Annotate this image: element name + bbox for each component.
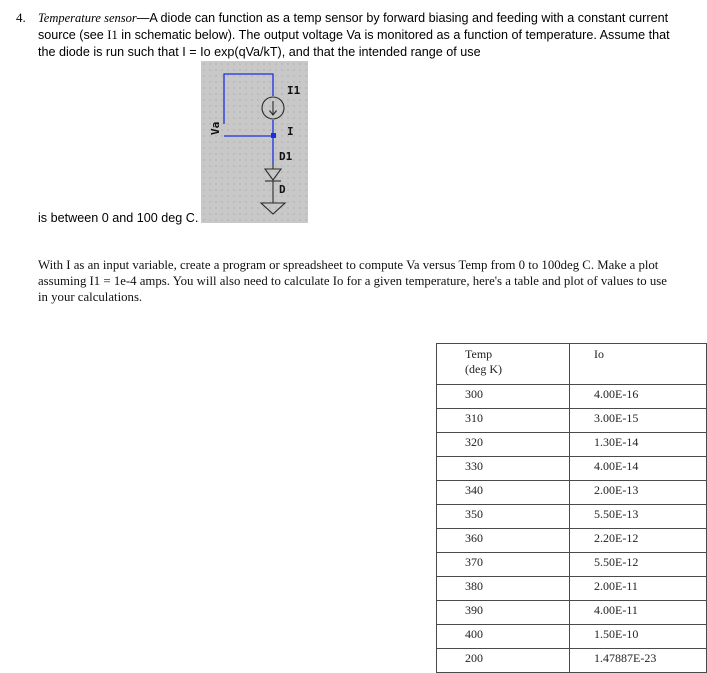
io-cell: 4.00E-16 bbox=[570, 385, 707, 409]
header-temp: Temp bbox=[465, 347, 493, 361]
temp-cell: 390 bbox=[437, 601, 570, 625]
temp-cell: 360 bbox=[437, 529, 570, 553]
io-table bbox=[436, 343, 707, 673]
temp-cell: 300 bbox=[437, 385, 570, 409]
question-intro-rest: in schematic below). The output voltage Va is monitored as a function of temperature. Assume that the diode is run such that I = Io exp(qVa/kT), and that the intended range of use bbox=[38, 28, 670, 59]
schematic-diagram bbox=[201, 61, 308, 223]
io-cell: 1.50E-10 bbox=[570, 625, 707, 649]
temp-cell: 400 bbox=[437, 625, 570, 649]
io-cell: 2.00E-11 bbox=[570, 577, 707, 601]
table-row bbox=[437, 601, 707, 625]
io-cell: 1.30E-14 bbox=[570, 433, 707, 457]
table-row bbox=[437, 529, 707, 553]
current-source-symbol bbox=[262, 97, 284, 119]
io-cell: 2.00E-13 bbox=[570, 481, 707, 505]
temp-cell: 200 bbox=[437, 649, 570, 673]
temp-cell: 350 bbox=[437, 505, 570, 529]
question-tail: is between 0 and 100 deg C. bbox=[38, 211, 199, 225]
instructions-paragraph: With I as an input variable, create a program or spreadsheet to compute Va versus Temp from 0 to 100deg C. Make a plot assuming I1 = 1e-4 amps. You will also need to calculate Io for a given temperature, here's a table and plot of values to use in your calculations. bbox=[38, 258, 667, 304]
io-cell: 5.50E-13 bbox=[570, 505, 707, 529]
question-paragraph bbox=[38, 10, 678, 61]
temp-cell: 320 bbox=[437, 433, 570, 457]
io-cell: 4.00E-14 bbox=[570, 457, 707, 481]
table-row bbox=[437, 625, 707, 649]
temp-cell: 340 bbox=[437, 481, 570, 505]
header-io-cell bbox=[570, 344, 707, 385]
ground-symbol bbox=[261, 203, 285, 214]
io-cell: 2.20E-12 bbox=[570, 529, 707, 553]
temp-cell: 310 bbox=[437, 409, 570, 433]
question-intro: A diode can function as a temp sensor by forward biasing and feeding with a constant current source (see bbox=[38, 11, 669, 42]
table-row bbox=[437, 649, 707, 673]
i1-reference: I1 bbox=[107, 28, 118, 42]
io-cell: 1.47887E-23 bbox=[570, 649, 707, 673]
label-i: I bbox=[287, 125, 294, 138]
temp-cell: 380 bbox=[437, 577, 570, 601]
io-cell: 4.00E-11 bbox=[570, 601, 707, 625]
header-temp-unit: (deg K) bbox=[465, 362, 502, 376]
table-header-row bbox=[437, 344, 707, 385]
title-dash: — bbox=[136, 11, 150, 25]
label-va: Va bbox=[209, 121, 222, 135]
table-row bbox=[437, 385, 707, 409]
node-dot bbox=[271, 133, 276, 138]
table-row bbox=[437, 481, 707, 505]
label-d1: D1 bbox=[279, 150, 293, 163]
table-row bbox=[437, 457, 707, 481]
table-row bbox=[437, 409, 707, 433]
question-number: 4. bbox=[16, 10, 26, 25]
table-row bbox=[437, 577, 707, 601]
label-i1: I1 bbox=[287, 84, 301, 97]
io-cell: 3.00E-15 bbox=[570, 409, 707, 433]
table-row bbox=[437, 505, 707, 529]
label-d: D bbox=[279, 183, 286, 196]
schematic-svg bbox=[201, 61, 308, 223]
io-cell: 5.50E-12 bbox=[570, 553, 707, 577]
table-row bbox=[437, 433, 707, 457]
header-io: Io bbox=[594, 347, 604, 361]
question-title: Temperature sensor bbox=[38, 11, 137, 25]
header-temp-cell bbox=[437, 344, 570, 385]
temp-cell: 330 bbox=[437, 457, 570, 481]
temp-cell: 370 bbox=[437, 553, 570, 577]
table-row bbox=[437, 553, 707, 577]
